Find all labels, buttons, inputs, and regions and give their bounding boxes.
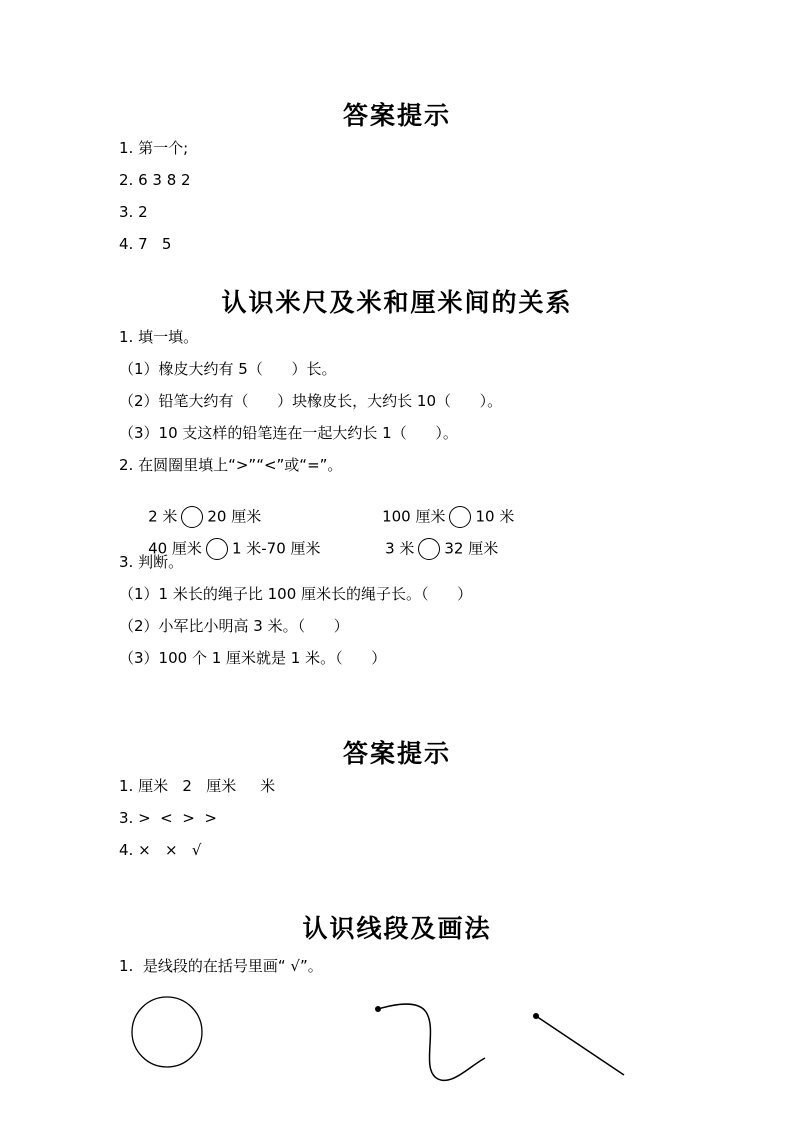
answer-line-1: 1. 第一个; <box>119 139 189 157</box>
ray-figure <box>536 1016 624 1075</box>
line-segment-title: 认识线段及画法 <box>302 914 492 943</box>
answer-line-3: 3. 2 <box>119 203 148 221</box>
q3-item-2: （2）小军比小明高 3 米。（ ） <box>119 617 349 635</box>
compare-left: 40 厘米 <box>148 539 202 558</box>
curve-endpoint <box>375 1006 381 1012</box>
compare-right: 20 厘米 <box>207 507 262 526</box>
q1-item-1: （1）橡皮大约有 5（ ）长。 <box>119 360 337 378</box>
compare-right: 10 米 <box>475 507 515 526</box>
answer2-line-1: 1. 厘米 2 厘米 米 <box>119 777 276 795</box>
q3-heading: 3. 判断。 <box>119 553 184 571</box>
answer-line-4: 4. 7 5 <box>119 235 172 253</box>
circle-figure <box>132 997 202 1067</box>
compare-left: 2 米 <box>148 507 178 526</box>
curve-figure <box>378 1004 485 1080</box>
meter-ruler-title: 认识米尺及米和厘米间的关系 <box>221 288 573 317</box>
answer-hint-title-2: 答案提示 <box>342 739 451 768</box>
compare-left: 100 厘米 <box>382 507 446 526</box>
compare-right: 32 厘米 <box>444 539 499 558</box>
compare-left: 3 米 <box>385 539 415 558</box>
segment-q1-heading: 1. 是线段的在括号里画“ √”。 <box>119 957 323 975</box>
answer2-line-2: 3. > < > > <box>119 809 217 827</box>
answer-line-2: 2. 6 3 8 2 <box>119 171 191 189</box>
compare-right: 1 米-70 厘米 <box>231 539 321 558</box>
q1-item-3: （3）10 支这样的铅笔连在一起大约长 1（ ）。 <box>119 424 458 442</box>
answer2-line-3: 4. × × √ <box>119 841 202 859</box>
q2-heading: 2. 在圆圈里填上“>”“<”或“=”。 <box>119 456 343 474</box>
answer-hint-title-1: 答案提示 <box>342 101 451 130</box>
q1-item-2: （2）铅笔大约有（ ）块橡皮长，大约长 10（ ）。 <box>119 392 503 410</box>
q3-item-3: （3）100 个 1 厘米就是 1 米。（ ） <box>119 649 387 667</box>
ray-endpoint <box>533 1013 539 1019</box>
q1-heading: 1. 填一填。 <box>119 328 199 346</box>
q3-item-1: （1）1 米长的绳子比 100 厘米长的绳子长。（ ） <box>119 585 473 603</box>
